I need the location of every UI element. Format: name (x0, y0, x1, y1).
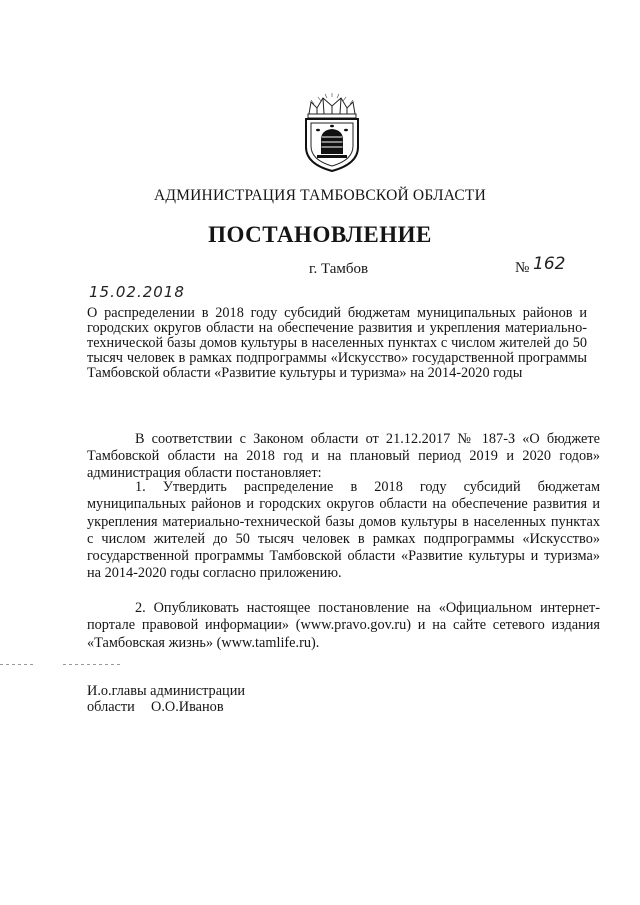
organization-title: АДМИНИСТРАЦИЯ ТАМБОВСКОЙ ОБЛАСТИ (154, 187, 486, 204)
scan-artifact-line (0, 664, 34, 665)
resolution-item-2: 2. Опубликовать настоящее постановление на «Официальном интернет-портале правовой информации» (www.pravo.gov.ru) и на сайте сетевого издания «Тамбовская жизнь» (www.tamlife.ru). (87, 600, 600, 651)
coat-of-arms-emblem (297, 92, 367, 172)
signatory-name: О.О.Иванов (151, 699, 224, 715)
signatory-region: области (87, 699, 135, 715)
document-number-label: № (515, 260, 530, 276)
document-subject: О распределении в 2018 году субсидий бюджетам муниципальных районов и городских округов области на обеспечение развития и укрепления материально-технической базы домов культуры в населенных пунктах с числом жителей до 50 тысяч человек в рамках подпрограммы «Искусство» государственной программы Тамбовской области «Развитие культуры и туризма» на 2014-2020 годы (87, 305, 587, 381)
document-type-title: ПОСТАНОВЛЕНИЕ (208, 222, 432, 247)
document-date-handwritten: 15.02.2018 (89, 283, 185, 301)
resolution-item-1: 1. Утвердить распределение в 2018 году субсидий бюджетам муниципальных районов и городских округов области на обеспечение развития и укрепления материально-технической базы домов культуры в населенных пунктах с числом жителей до 50 тысяч человек в рамках подпрограммы «Искусство» государственной программы Тамбовской области «Развитие культуры и туризма» на 2014-2020 годы согласно приложению. (87, 479, 600, 582)
document-number-handwritten: 162 (533, 254, 566, 274)
scan-artifact-line (63, 664, 121, 665)
signatory-title: И.о.главы администрации (87, 683, 246, 699)
city-label: г. Тамбов (309, 261, 369, 277)
preamble-paragraph: В соответствии с Законом области от 21.12.2017 № 187-З «О бюджете Тамбовской области на 2018 год и на плановый период 2019 и 2020 годов» администрация области постановляет: (87, 431, 600, 481)
